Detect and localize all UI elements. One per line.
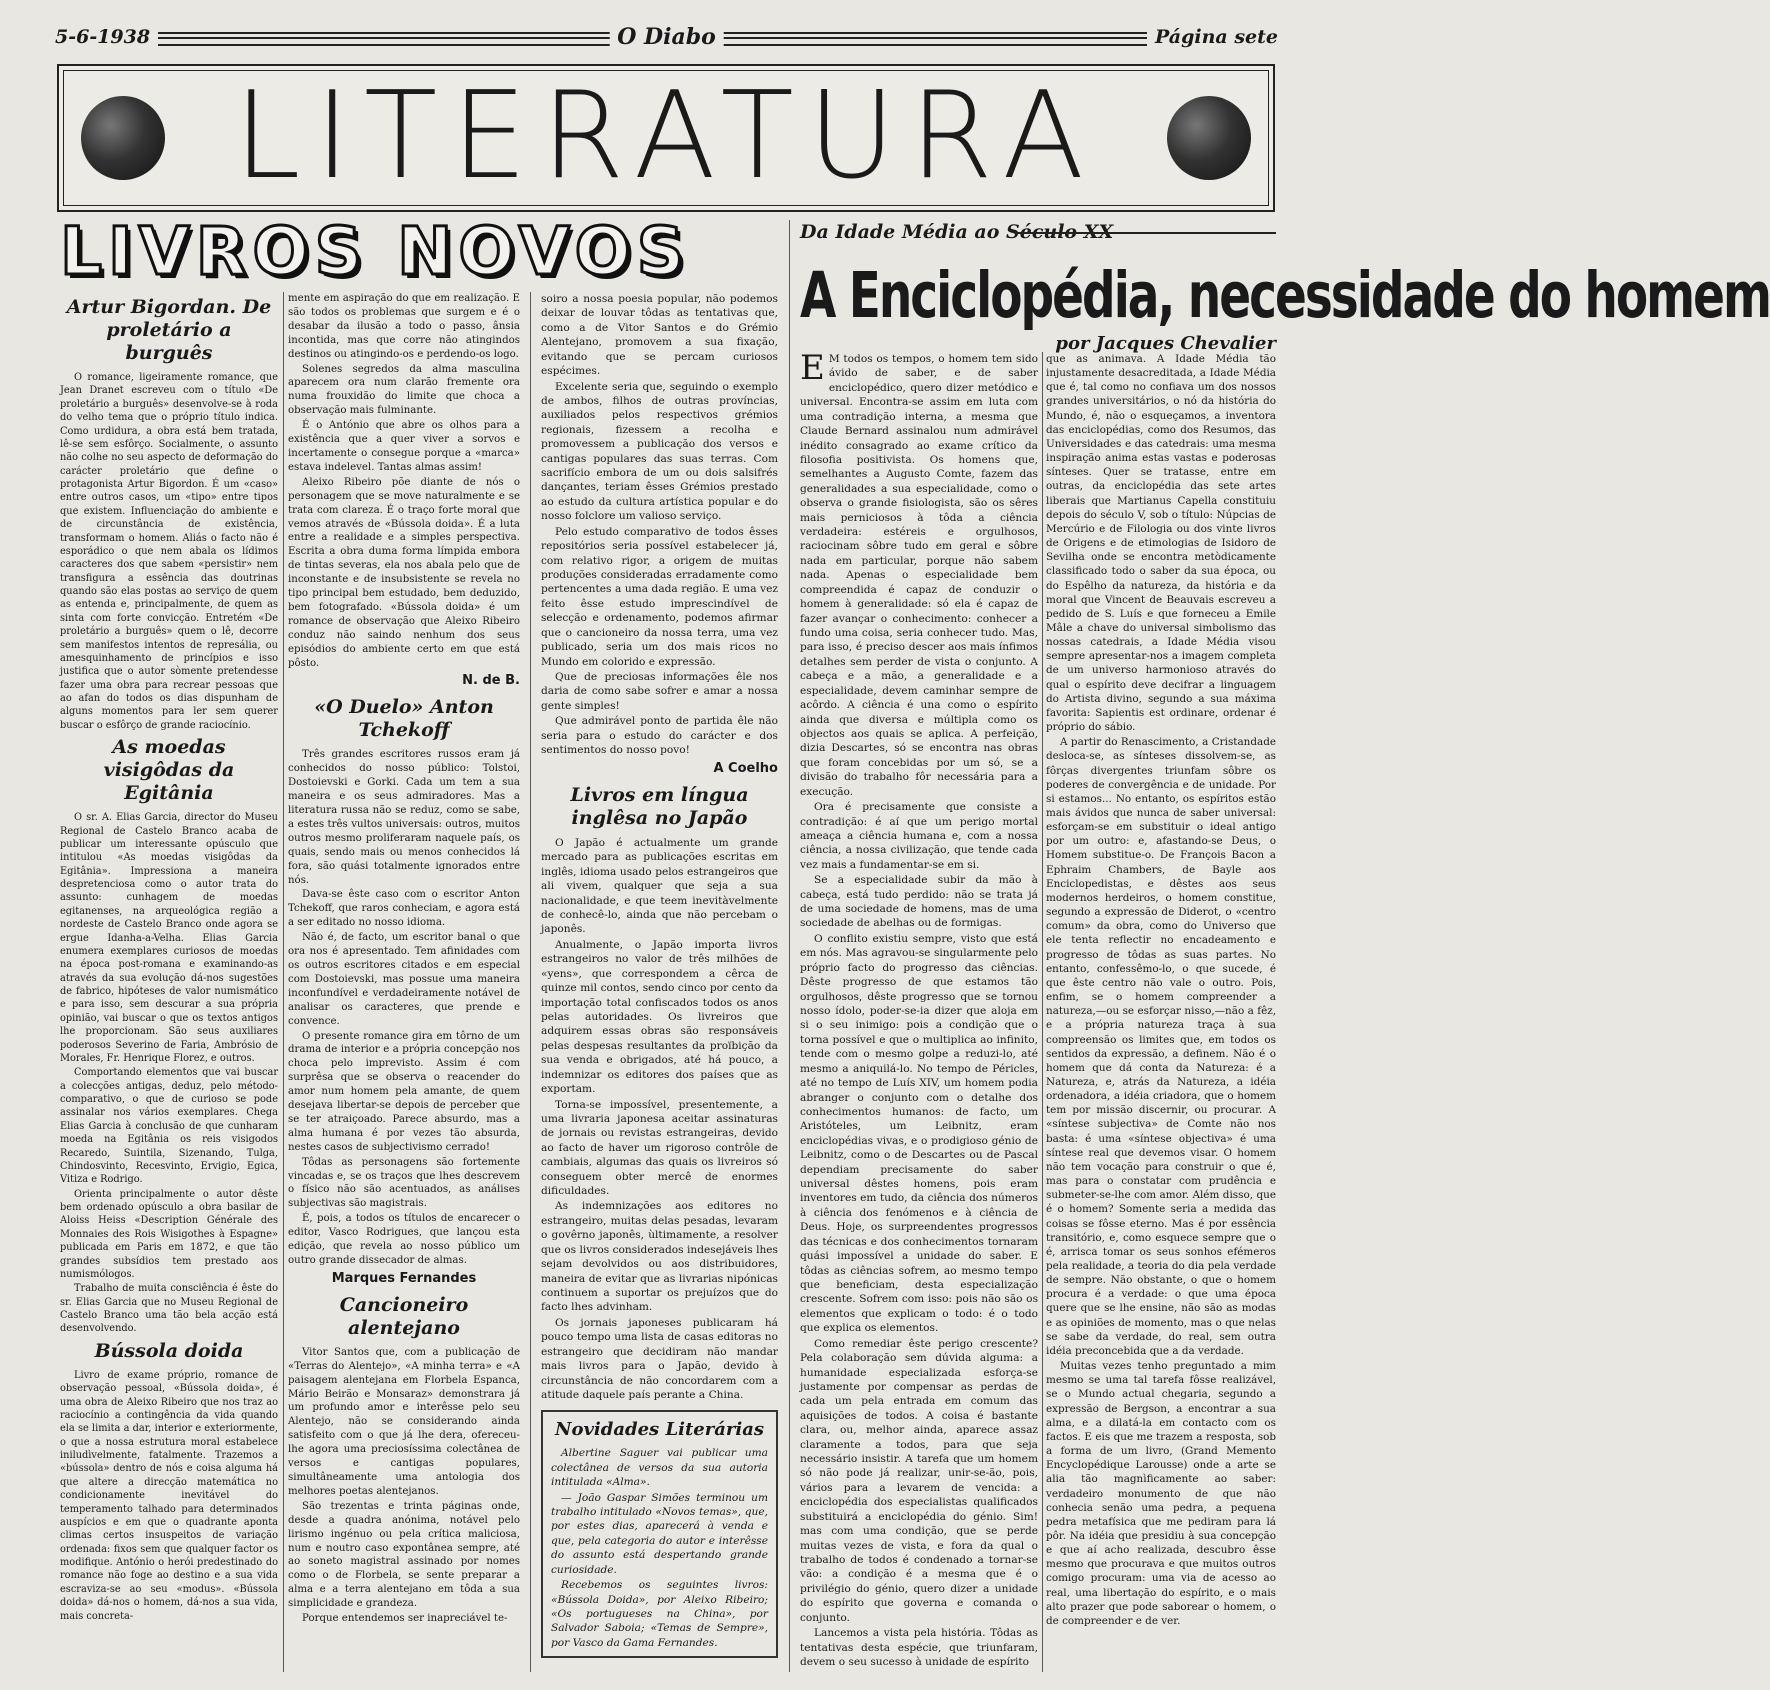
paragraph: Lancemos a vista pela história. Tôdas as tentativas desta espécie, que triunfaram, devem o seu sucesso à unidade de espírito — [800, 1627, 1038, 1668]
banner-title: LITERATURA — [233, 67, 1099, 206]
column-1 — [60, 292, 278, 1623]
paragraph: Não é, de facto, um escritor banal o que ora nos é apresentado. Tem afinidades com os outros escritores citados e em especial com Dostoievski, mas possue uma maneira inconfundível e verdadeiramente notável de analisar os caracteres, que prende e convence. — [288, 932, 520, 1027]
paragraph: Dava-se êste caso com o escritor Anton Tchekoff, que raros conheciam, e agora está a ser editado no nosso idioma. — [288, 889, 520, 929]
article-heading: Livros em língua inglêsa no Japão — [570, 783, 749, 829]
newspaper-name: O Diabo — [609, 24, 724, 50]
paragraph: São trezentas e trinta páginas onde, desde a quadra anónima, notável pelo lirismo ingénuo ou pela crítica maliciosa, num e noutro caso expontânea sempre, até ao soneto magistral assinado por nomes como o de Florbela, se sente preparar a alma e a terra alentejano em tôda a sua simplicidade e grandeza. — [288, 1500, 520, 1610]
paragraph: Tôdas as personagens são fortemente vincadas e, se os traços que lhes descrevem o físico não são acentuados, as análises subjectivas são magistrais. — [288, 1156, 520, 1210]
paragraph: mente em aspiração do que em realização. E são todos os problemas que surgem e é o desabar da ilusão a todo o passo, ânsia incontida, mas que corre não atingindos destinos ou atingindo-os e perdendo-os logo. — [288, 293, 520, 360]
paragraph: O sr. A. Elias Garcia, director do Museu Regional de Castelo Branco acaba de publicar um interessante opúsculo que intitulou «As moedas visigôdas da Egitânia». Impressiona a maneira despretenciosa como o autor trata do assunto: cunhagem de moedas egitanenses, na arqueológica região a nordeste de Castelo Branco onde agora se ergue Idanha-a-Velha. Elias Garcia enumera exemplares curiosos de moedas na época post-romana e examinando-as através da sua evolução dá-nos sugestões de fabrico, hipóteses de valor numismático e para isso, sem descurar a sua própria opinião, vai buscar o que os textos antigos lhe proporcionam. São seus auxiliares poderosos Severino de Faria, Ambrósio de Morales, Fr. Henrique Florez, e outros. — [60, 812, 278, 1064]
drop-cap: E — [800, 348, 825, 388]
paragraph: Comportando elementos que vai buscar a colecções antigas, deduz, pelo método-comparativo, o que de curioso se pode assinalar nos vários exemplares. Chega Elias Garcia à conclusão de que cunharam moeda na Egitânia os reis visigodos Recaredo, Suintila, Sizenando, Tulga, Chindosvinto, Recesvinto, Ervigio, Egica, Vitiza e Rodrigo. — [60, 1067, 278, 1186]
paragraph: Orienta principalmente o autor dêste bem ordenado opúsculo a obra basilar de Aloiss Heiss «Description Générale des Monnaies des Rois Wisigothes à Espagne» publicada em Paris em 1872, e que tão grandes subsídios tem prestado aos numismólogos. — [60, 1188, 278, 1280]
paragraph: Vitor Santos que, com a publicação de «Terras do Alentejo», «A minha terra» e «A paisagem alentejana em Florbela Espanca, Mário Beirão e Monsaraz» demonstrara já um profundo amor e interêsse pelo seu Alentejo, não se considerando ainda satisfeito com o que já lhe dera, ofereceu-lhe agora uma preciosíssima colectânea de versos e cantigas populares, simultâneamente uma antologia dos melhores poetas alentejanos. — [288, 1346, 520, 1497]
byline: por Jacques Chevalier — [1055, 333, 1276, 354]
column-3 — [541, 292, 778, 1658]
paragraph: Os jornais japoneses publicaram há pouco tempo uma lista de casas editoras no estrangeiro que decidiram não mandar mais livros para o Japão, devido à circunstância de não concordarem com a atitude daquele país perante a China. — [541, 1316, 778, 1401]
issue-date: 5-6-1938 — [55, 24, 158, 50]
column-rule — [283, 292, 284, 1672]
article-heading: Bússola doida — [94, 1339, 244, 1362]
paragraph: Ora é precisamente que consiste a contradição: é aí que um perigo mortal ameaça a ciência humana e, com a nossa ciência, a nossa civilização, que tende cada vez mais a fundamentar-se em si. — [800, 801, 1038, 871]
article-heading: As moedas visigôdas da Egitânia — [103, 736, 235, 805]
paragraph: Torna-se impossível, presentemente, a uma livraria japonesa aceitar assinaturas de jornais ou revistas estrangeiras, devido ao facto de haver um rigoroso contrôle de cambiais, algumas das quais os livreiros só conseguem obter mercê de enormes dificuldades. — [541, 1098, 778, 1198]
paragraph: Porque entendemos ser inapreciável te- — [302, 1613, 508, 1625]
article-heading: Artur Bigordan. De proletário a burguês — [66, 296, 272, 364]
ball-ornament-left — [81, 96, 165, 180]
article-kicker — [800, 220, 1276, 244]
kicker-text: Da Idade Média ao Século XX — [800, 221, 1114, 243]
paragraph: Anualmente, o Japão importa livros estrangeiros no valor de três milhões de «yens», que correspondem a cêrca de quinze mil contos, sendo cinco por cento da importação total confiscados todos os anos pelas autoridades. Os livreiros que adquirem essas obras são responsáveis pelas despesas resultantes da proïbição da sua venda e obrigados, até há pouco, a indemnizar os editores dos países que as exportam. — [541, 938, 778, 1096]
paragraph: Muitas vezes tenho preguntado a mim mesmo se uma tal tarefa fôsse realizável, se o Mundo actual chegaria, segundo a expressão de Bergson, a encontrar a sua alma, e a dilatá-la em contacto com os factos. E eis que me trazem a resposta, sob a forma de um livro, (Grand Memento Encyclopédique Larousse) onde a arte se alia tão magnìficamente ao saber: verdadeiro monumento de que não conhecia senão uma pedra, a pequena pedra metafísica que me pediram para lá pôr. Na idéia que presidiu à sua concepção e que aí acho realizada, descubro êsse mesmo que procurava e que muitos outros comigo procuram: uma via de acesso ao real, uma libertação do espírito, e o mais alto prazer que pode saborear o homem, o de compreender e de ver. — [1046, 1360, 1276, 1627]
paragraph: Que admirável ponto de partida êle não seria para o estudo do carácter e dos sentimentos do nosso povo! — [541, 715, 778, 757]
paragraph: Albertine Saguer vai publicar uma colectânea de versos da sua autoria intitulada «Alma». — [551, 1447, 768, 1489]
paragraph: soiro a nossa poesia popular, não podemos deixar de louvar tôdas as tentativas que, como a de Vitor Santos e do Grémio Alentejano, promovem a sua fixação, evitando que se percam curiosos espécimes. — [541, 293, 778, 378]
signature: A Coelho — [713, 760, 778, 776]
paragraph: Excelente seria que, seguindo o exemplo de ambos, filhos de outras províncias, auxiliados pelos respectivos grémios regionais, fizessem a recolha e promovessem a publicação dos versos e cantigas populares das suas terras. Com sacrifício embora de um ou dois salsifrés dançantes, teriam êsses Grémios prestado ao estudo da cultura artística popular e do nosso folclore um valioso serviço. — [541, 380, 778, 523]
paragraph: É, pois, a todos os títulos de encarecer o editor, Vasco Rodrigues, que lançou esta edição, que revela ao nosso público um outro grande dissecador de almas. — [288, 1213, 520, 1266]
ball-ornament-right — [1167, 96, 1251, 180]
paragraph: que as animava. A Idade Média tão injustamente desacreditada, a Idade Média que é, tal como no confiava um dos nossos grandes universitários, o nó da história do Mundo, é, não o esqueçamos, a inventora das enciclopédias, como dos Resumos, das Universidades e das catedrais: uma mesma inspiração anima estas vastas e poderosas sínteses. Quer se tratasse, entre em outras, da enciclopédia das sete artes liberais que Martianus Capella constituiu depois do século V, sob o título: Núpcias de Mercúrio e de Filologia ou dos vinte livros de Origens e de etimologias de Isidoro de Sevilha onde se encontra metòdicamente classificado todo o saber da sua época, ou do Espêlho da natureza, da história e da moral que Vincent de Beauvais escreveu a pedido de S. Luís e que forneceu a Emile Mâle a chave do universal simbolismo das nossas catedrais, a Idade Média visou sempre apresentar-nos a imagem completa de um universo harmonioso através do qual o espírito deve decifrar a linguagem do Artista divino, segundo a sua máxima favorita: Sapientis est ordinare, ordenar é próprio do sábio. — [1046, 353, 1276, 734]
column-2 — [288, 292, 520, 1626]
paragraph: Solenes segredos da alma masculina aparecem ora num clarão fremente ora numa frouxidão do limite que choca a observação mais fulminante. — [288, 363, 520, 417]
paragraph — [800, 348, 1038, 799]
news-box — [541, 1410, 778, 1658]
column-rule — [1042, 352, 1043, 1672]
paragraph: — João Gaspar Simões terminou um trabalho intitulado «Novos temas», que, por estes dias, aparecerá à venda e que, pela categoria do autor e interêsse do assunto está despertando grande curiosidade. — [551, 1491, 768, 1576]
section-banner — [57, 64, 1275, 212]
box-title: Novidades Literárias — [555, 1419, 764, 1441]
paragraph: Se a especialidade subir da mão à cabeça, está tudo perdido: não se trata já de uma sociedade de homens, mas de uma sociedade de abelhas ou de formigas. — [800, 874, 1038, 930]
paragraph: As indemnizações aos editores no estrangeiro, muitas delas pesadas, levaram o govêrno japonês, ùltimamente, a resolver que os livros considerados indesejáveis lhes sejam devolvidos ou aos distribuidores, maneira de evitar que as livrarias nipónicas continuem a suportar os prejuízos que do facto lhes advinham. — [541, 1200, 778, 1314]
column-rule — [789, 220, 790, 1672]
running-header — [55, 24, 1278, 54]
kicker-rule — [1015, 232, 1276, 234]
paragraph: Que de preciosas informações êle nos daria de como sabe sofrer e amar a nossa gente simples! — [541, 670, 778, 712]
signature: Marques Fernandes — [331, 1270, 477, 1286]
column-rule — [530, 292, 531, 1672]
paragraph: Aleixo Ribeiro põe diante de nós o personagem que se move naturalmente e se trata com clareza. É o traço forte moral que vemos através de «Bússola doida». É a luta entre a realidade e a simples perspectiva. Escrita a obra duma forma límpida embora de tintas severas, ela nos abala pelo que de inconstante e de insubsistente se revela no tipo principal bem estudado, bem deduzido, bem fotografado. «Bússola doida» é um romance de observação que Aleixo Ribeiro conduz não saindo nenhum dos seus episódios do ambiente certo em que está pôsto. — [288, 476, 520, 669]
column-5 — [1046, 352, 1276, 1628]
paragraph: Livro de exame próprio, romance de observação pessoal, «Bússola doida», é uma obra de Aleixo Ribeiro que nos traz ao raciocínio a contingência da vida quando ela se limita a dar, interior e exteriormente, o que a nossa estrutura moral estabelece iniludìvelmente, fatalmente. Trazemos a «bússola» dentro de nós e coisa alguma há que altere a direcção matemática no condicionamente inevitável do temperamento talhado para determinados auspícios e em que o quadrante aponta climas certos insuspeitos de variação ordenada: fixos sem que qualquer factor os modifique. António o herói predestinado do romance não foge ao destino e a sua vida escraviza-se ao seu «modus». «Bússola doida» dá-nos o homem, dá-nos a sua vida, mais concreta- — [60, 1369, 278, 1622]
article-headline: A Enciclopédia, necessidade do homem — [800, 258, 1770, 334]
paragraph-text: M todos os tempos, o homem tem sido ávido de saber, e de saber enciclopédico, quero dizer metódico e universal. Encontra-se assim em luta com uma contradição interna, a mesma que Claude Bernard assinalou num admirável inédito consagrado ao exame crítico da filosofia positivista. Os homens que, semelhantes a Augusto Comte, fazem das generalidades a sua especialidade, como o observa o grande fisiologista, são os sêres mais perniciosos à tôda a ciência verdadeira: estéreis e orgulhosos, raciocinam sôbre tudo em geral e sôbre nada em particular, porque não sabem nada. Apenas o especialidade bem compreendida é capaz de conduzir o homem à generalidade: só ela é capaz de fazer avançar o conhecimento: conhecer a fundo uma coisa, seria conhecer tudo. Mas, para isso, é preciso descer aos mais ínfimos detalhes sem perder de vista o conjunto. A cabeça e a mão, a generalidade e a especialidade, devem caminhar sempre de acôrdo. A ciência é una como o espírito ainda que diversa e múltipla como os objectos aos quais se aplica. A perfeição, dizia Descartes, só se encontra nas obras que foram concebidas por um só, se a divisão do trabalho fôr necessária para a execução. — [800, 353, 1038, 798]
paragraph: É o António que abre os olhos para a existência que a quer viver a sorvos e incertamente o consegue porque a «marca» estava indelevel. Tantas almas assim! — [288, 420, 520, 473]
signature: N. de B. — [462, 673, 520, 689]
paragraph: O conflito existiu sempre, visto que está em nós. Mas agravou-se singularmente pelo próprio facto do progresso das ciências. Dêste progresso de que estamos tão orgulhosos, dêste progresso que se tornou nosso ídolo, poder-se-ia dizer que aloja em si o seu inimigo: pois a condição que o torna possível e que o multiplica ao infinito, tende com o mesmo golpe a reduzi-lo, até mesmo a aniquilá-lo. No tempo de Péricles, até no tempo de Luís XIV, um homem podia abranger o conjunto com o detalhe dos conhecimentos humanos: de facto, um Aristóteles, um Leibnitz, eram enciclopédias vivas, e o prodigioso génio de Leibnitz, como o de Descartes ou de Pascal dependiam precisamente do saber universal dêstes homens, pois eram inventores em tudo, da ciência dos números à ciência dos fenómenos e à ciência de Deus. Hoje, os surpreendentes progressos das técnicas e dos conhecimentos tornaram quási impossível a unidade do saber. E tôdas as ciências sofrem, ao mesmo tempo que beneficiam, desta especialização crescente. Sofrem com isso: pois não são os elementos que explicam o todo: é o todo que explica os elementos. — [800, 932, 1038, 1335]
paragraph: A partir do Renascimento, a Cristandade desloca-se, as sínteses dissolvem-se, as fôrças divergentes triunfam sôbre os poderes de convergência e de unidade. Por si estamos... No entanto, os espíritos estão mais ávidos que nunca de saber universal: esforçam-se em substituir o ideal antigo por um outro: e, afastando-se Deus, o Homem substitue-o. De François Bacon a Ephraim Chambers, de Bayle aos Enciclopedistas, e dêstes aos seus modernos herdeiros, o homem constitue, segundo a expressão de Diderot, o «centro comum» da obra, como do Universo que ele tenta reflectir no encadeamento e progresso de tôdas as suas partes. No entanto, confessêmo-lo, o que sucede, é que êste centro não vale o outro. Pois, enfim, se o homem compreender a natureza,—ou se esforçar nisso,—não a fêz, e a própria natureza traça à sua compreensão os limites que, em todos os sentidos da expressão, a definem. Não é o homem que dá conta da Natureza: é a Natureza, e, atrás da Natureza, a idéia ordenadora, a idéia criadora, que o homem tem por missão discernir, ou procurar. A «síntese subjectiva» de Comte não nos basta: é uma «síntese objectiva» é uma síntese real que devemos visar. O homem não tem vocação para construir o que é, mas para o constatar com prudência e submeter-se-lhe com amor. Além disso, que é o homem? Somente seria a medida das coisas se fôsse eterno. Mas é por essência transitório, e, como esquece sempre que o é, arrisca tomar os seus sonhos efémeros pela realidade, a teoria do dia pela verdade de sempre. Não obstante, o que o homem procura é a verdade: o que uma época quere que se lhe ensine, não são as modas e as opiniões de momento, mas o que nelas se sabe da verdade, do real, sem outra idéia preconcebida que a da verdade. — [1046, 736, 1276, 1357]
column-4 — [800, 348, 1038, 1669]
paragraph: Pelo estudo comparativo de todos êsses repositórios seria possível estabelecer já, com relativo rigor, a origem de muitas produções consideradas erradamente como pertencentes a uma dada região. E uma vez feito êsse estudo imprescindível de selecção e ordenamento, podemos afirmar que o cancioneiro da nossa terra, uma vez publicado, seria um dos mais ricos no Mundo em colorido e expressão. — [541, 525, 778, 668]
page-number: Página sete — [1147, 24, 1278, 50]
paragraph: Como remediar êste perigo crescente? Pela colaboração sem dúvida alguma: a humanidade especializada esforça-se justamente por compensar as perdas de cada um pela entrada em comum das aquisições de todos. A coisa é bastante clara, ou, melhor ainda, aparece assaz claramente a todos, para que seja necessário insistir. A tarefa que um homem só não pode já realizar, unir-se-ão, pois, vários para a levarem de vencida: a enciclopédia dos especialistas qualificados substituirá a enciclopédia do génio. Sim! mas com uma condição, que se perde muitas vezes de vista, e fora da qual o trabalho de todos é condenado a tornar-se vão: a condição é a mesma que é o privilégio do génio, quero dizer a unidade do espírito que governa e comanda o conjunto. — [800, 1337, 1038, 1624]
paragraph: Trabalho de muita consciência é êste do sr. Elias Garcia que no Museu Regional de Castelo Branco uma tão bela acção está desenvolvendo. — [60, 1283, 278, 1335]
section-headline: LIVROS NOVOS — [60, 213, 691, 290]
received-books: Recebemos os seguintes livros: «Bússola Doida», por Aleixo Ribeiro; «Os portugueses na China», por Salvador Saboia; «Temas de Sempre», por Vasco da Gama Fernandes. — [551, 1579, 768, 1649]
paragraph: O Japão é actualmente um grande mercado para as publicações escritas em inglês, idioma usado pelos estrangeiros que ali vivem, qualquer que seja a sua nacionalidade, e que teem inevitàvelmente de conhecê-lo, ainda que não percebam o japonês. — [541, 836, 778, 936]
paragraph: O presente romance gira em tôrno de um drama de interior e a própria concepção nos choca pelo imprevisto. Assim é com surprêsa que se observa o reacender do amor num homem pela amante, de quem desejava libertar-se depois de perceber que se ter atraiçoado. Parece absurdo, mas a alma humana é por vezes tão absurda, nestes casos de subjectivismo cerrado! — [288, 1030, 520, 1153]
article-heading: Cancioneiro alentejano — [339, 1293, 469, 1339]
paragraph: O romance, ligeiramente romance, que Jean Dranet escreveu com o título «De proletário a burguês» desenvolve-se à roda do velho tema que o próprio título indica. Como urdidura, a obra está bem tratada, lê-se sem esfôrço. Socialmente, o assunto não colhe no seu aspecto de deformação do carácter proletário que define o protagonista Artur Bigordon. É um «caso» entre outros casos, um «tipo» entre tipos que existem. Influenciação do ambiente e de circunstância de existência, transformam o homem. Aliás o facto não é esporádico o que nem abala os lídimos caracteres dos que sabem «persistir» nem transfigura a essência das doutrinas quando são elas postas ao serviço de quem as entenda e, principalmente, de quem as sinta com forte convicção. Entretém «De proletário a burguês» quem o lê, decorre sem manifestos intentos de represália, ou amesquinhamento de princípios e isso justifica que o autor sòmente pretendesse fazer uma obra para recrear pessoas que ao afan do todos os dias dispunham de alguns momentos para ler sem querer buscar o esfôrço de grande raciocínio. — [60, 372, 278, 731]
paragraph: Três grandes escritores russos eram já conhecidos do nosso público: Tolstoi, Dostoievski e Gorki. Cada um tem a sua maneira e os seus admiradores. Mas a literatura russa não se reduz, como se sabe, a estes três vultos universais: outros, muitos outros mesmo proliferaram naquele país, os quais, sendo mais ou menos conhecidos lá fora, são quási totalmente ignorados entre nós. — [288, 749, 520, 886]
article-heading: «O Duelo» Anton Tchekoff — [314, 696, 494, 742]
